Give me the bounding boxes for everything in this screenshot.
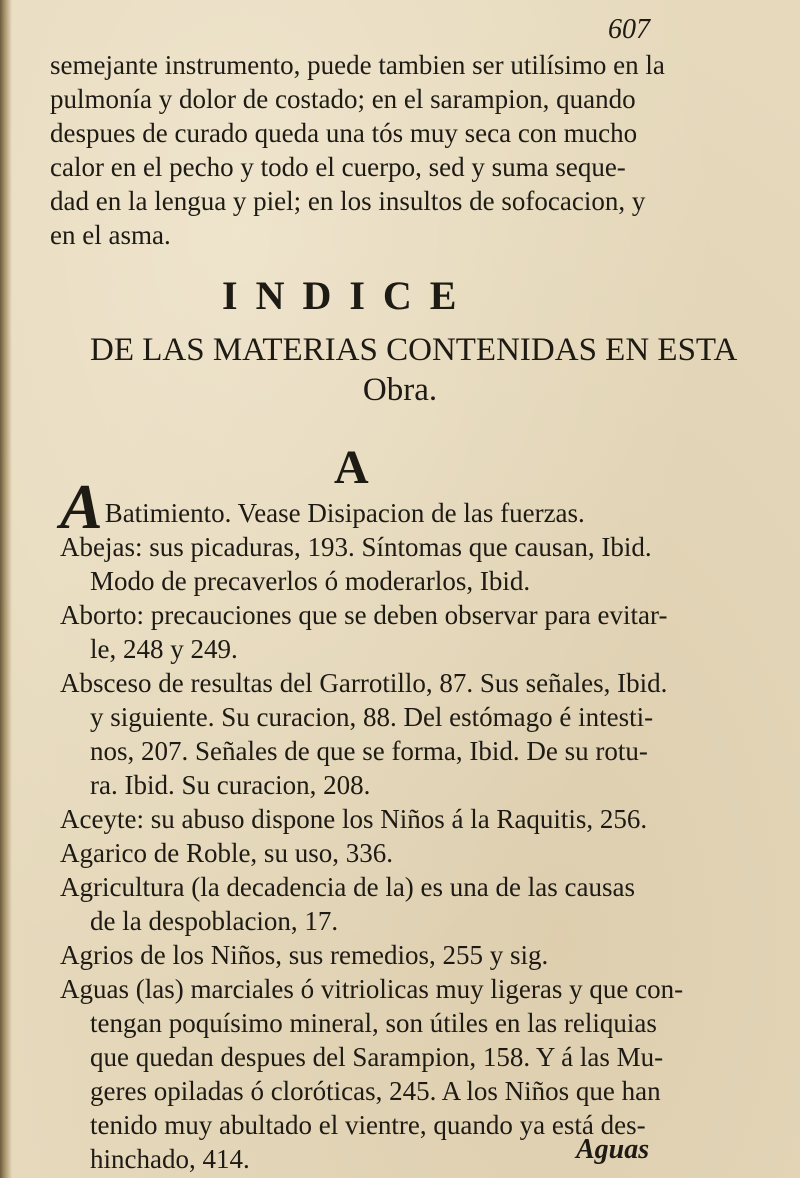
intro-paragraph (50, 48, 740, 252)
entry-line: Abejas: sus picaduras, 193. Síntomas que causan, Ibid. (60, 532, 652, 562)
entry-line: le, 248 y 249. (90, 634, 238, 664)
entry-line: Aguas (las) marciales ó vitriolicas muy ligeras y que con- (60, 974, 684, 1004)
entry-line: Aborto: precauciones que se deben observar para evitar- (60, 600, 668, 630)
drop-capital: A (60, 471, 103, 542)
intro-line: pulmonía y dolor de costado; en el sarampion, quando (50, 84, 636, 114)
index-entry (60, 598, 750, 666)
index-entry (60, 870, 750, 938)
entry-line: Agricultura (la decadencia de la) es una de las causas (60, 872, 635, 902)
index-entry (60, 836, 750, 870)
intro-line: en el asma. (50, 220, 171, 250)
entry-line: hinchado, 414. (90, 1144, 250, 1174)
intro-line: dad en la lengua y piel; en los insultos de sofocacion, y (50, 186, 646, 216)
entry-line: de la despoblacion, 17. (90, 906, 339, 936)
entry-line: tenido muy abultado el vientre, quando ya está des- (90, 1110, 646, 1140)
entry-line: Absceso de resultas del Garrotillo, 87. Sus señales, Ibid. (60, 668, 668, 698)
page-number: 607 (608, 14, 650, 45)
index-entry (60, 530, 750, 598)
intro-line: semejante instrumento, puede tambien ser utilísimo en la (50, 50, 665, 80)
entry-line: y siguiente. Su curacion, 88. Del estómago é intesti- (90, 702, 654, 732)
catchword: Aguas (576, 1134, 650, 1165)
binding-edge (0, 0, 12, 1178)
intro-line: calor en el pecho y todo el cuerpo, sed y suma seque- (50, 152, 626, 182)
intro-line: despues de curado queda una tós muy seca con mucho (50, 118, 638, 148)
index-entry (60, 471, 750, 542)
entry-line: Modo de precaverlos ó moderarlos, Ibid. (90, 566, 531, 596)
index-heading: INDICE (222, 273, 475, 318)
index-subheading-line: DE LAS MATERIAS CONTENIDAS EN ESTA (90, 332, 738, 368)
index-entry (60, 666, 750, 802)
entry-text: Batimiento. Vease Disipacion de las fuerzas. (104, 498, 585, 528)
entry-line: Agrios de los Niños, sus remedios, 255 y sig. (60, 940, 549, 970)
index-subheading-line: Obra. (362, 372, 438, 408)
entry-line: nos, 207. Señales de que se forma, Ibid. De su rotu- (90, 736, 648, 766)
entry-line: geres opiladas ó cloróticas, 245. A los Niños que han (90, 1076, 661, 1106)
index-entry (60, 802, 750, 836)
entry-line (60, 471, 750, 542)
section-letter: A (334, 441, 369, 494)
entry-line: tengan poquísimo mineral, son útiles en las reliquias (90, 1008, 657, 1038)
index-entries (60, 471, 750, 1176)
index-entry (60, 938, 750, 972)
index-subheading (90, 330, 738, 410)
entry-line: Agarico de Roble, su uso, 336. (60, 838, 393, 868)
entry-line: que quedan despues del Sarampion, 158. Y á las Mu- (90, 1042, 664, 1072)
entry-line: Aceyte: su abuso dispone los Niños á la Raquitis, 256. (60, 804, 648, 834)
entry-line: ra. Ibid. Su curacion, 208. (90, 770, 371, 800)
